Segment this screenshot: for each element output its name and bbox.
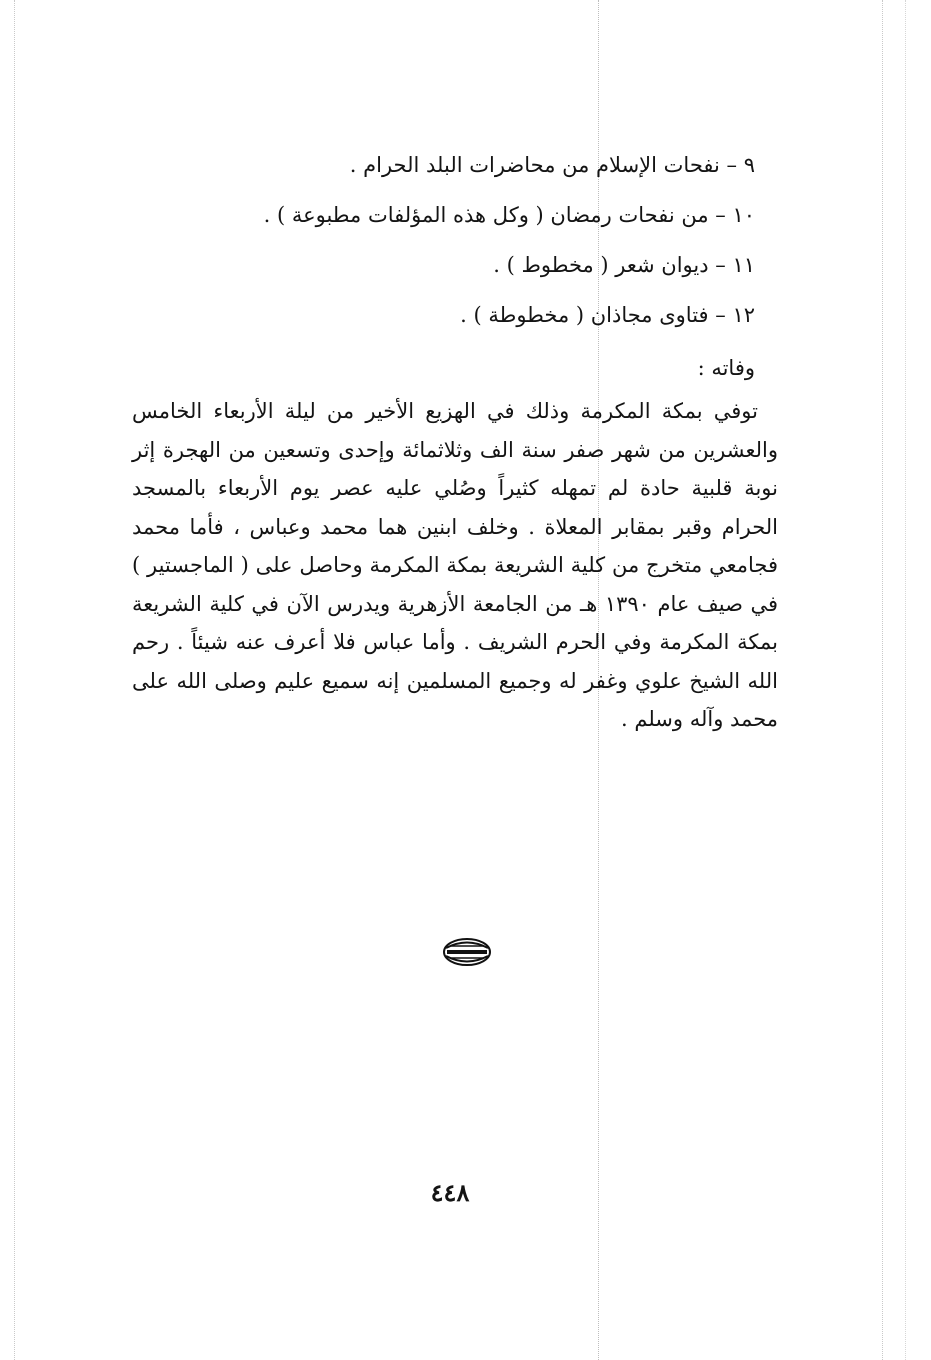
page-number: ٤٤٨ xyxy=(430,1178,470,1207)
section-heading: وفاته : xyxy=(697,356,755,380)
scan-artifact-line xyxy=(882,0,883,1360)
body-paragraph: توفي بمكة المكرمة وذلك في الهزيع الأخير من ليلة الأربعاء الخامس والعشرين من شهر صفر سنة الف وثلاثمائة وإحدى وتسعين من الهجرة إثر نوبة قلبية حادة لم تمهله كثيراً وصُلي عليه عصر يوم الأربعاء بالمسجد الحرام وقبر بمقابر المعلاة . وخلف ابنين هما محمد وعباس ، فأما محمد فجامعي متخرج من كلية الشريعة بمكة المكرمة وحاصل على ( الماجستير ) في صيف عام ١٣٩٠ هـ من الجامعة الأزهرية ويدرس الآن في كلية الشريعة بمكة المكرمة وفي الحرم الشريف . وأما عباس فلا أعرف عنه شيئاً . رحم الله الشيخ علوي وغفر له وجميع المسلمين إنه سميع عليم وصلى الله على محمد وآله وسلم . xyxy=(132,399,778,731)
list-item: ١١ – ديوان شعر ( مخطوط ) . xyxy=(493,253,755,277)
works-list xyxy=(115,140,755,340)
decorative-ornament-icon xyxy=(442,937,492,967)
scan-artifact-line xyxy=(14,0,15,1360)
list-item: ١٢ – فتاوى مجاذان ( مخطوطة ) . xyxy=(460,303,755,327)
scan-artifact-line xyxy=(905,0,906,1360)
list-item: ١٠ – من نفحات رمضان ( وكل هذه المؤلفات مطبوعة ) . xyxy=(263,203,755,227)
list-item: ٩ – نفحات الإسلام من محاضرات البلد الحرام . xyxy=(349,153,755,177)
